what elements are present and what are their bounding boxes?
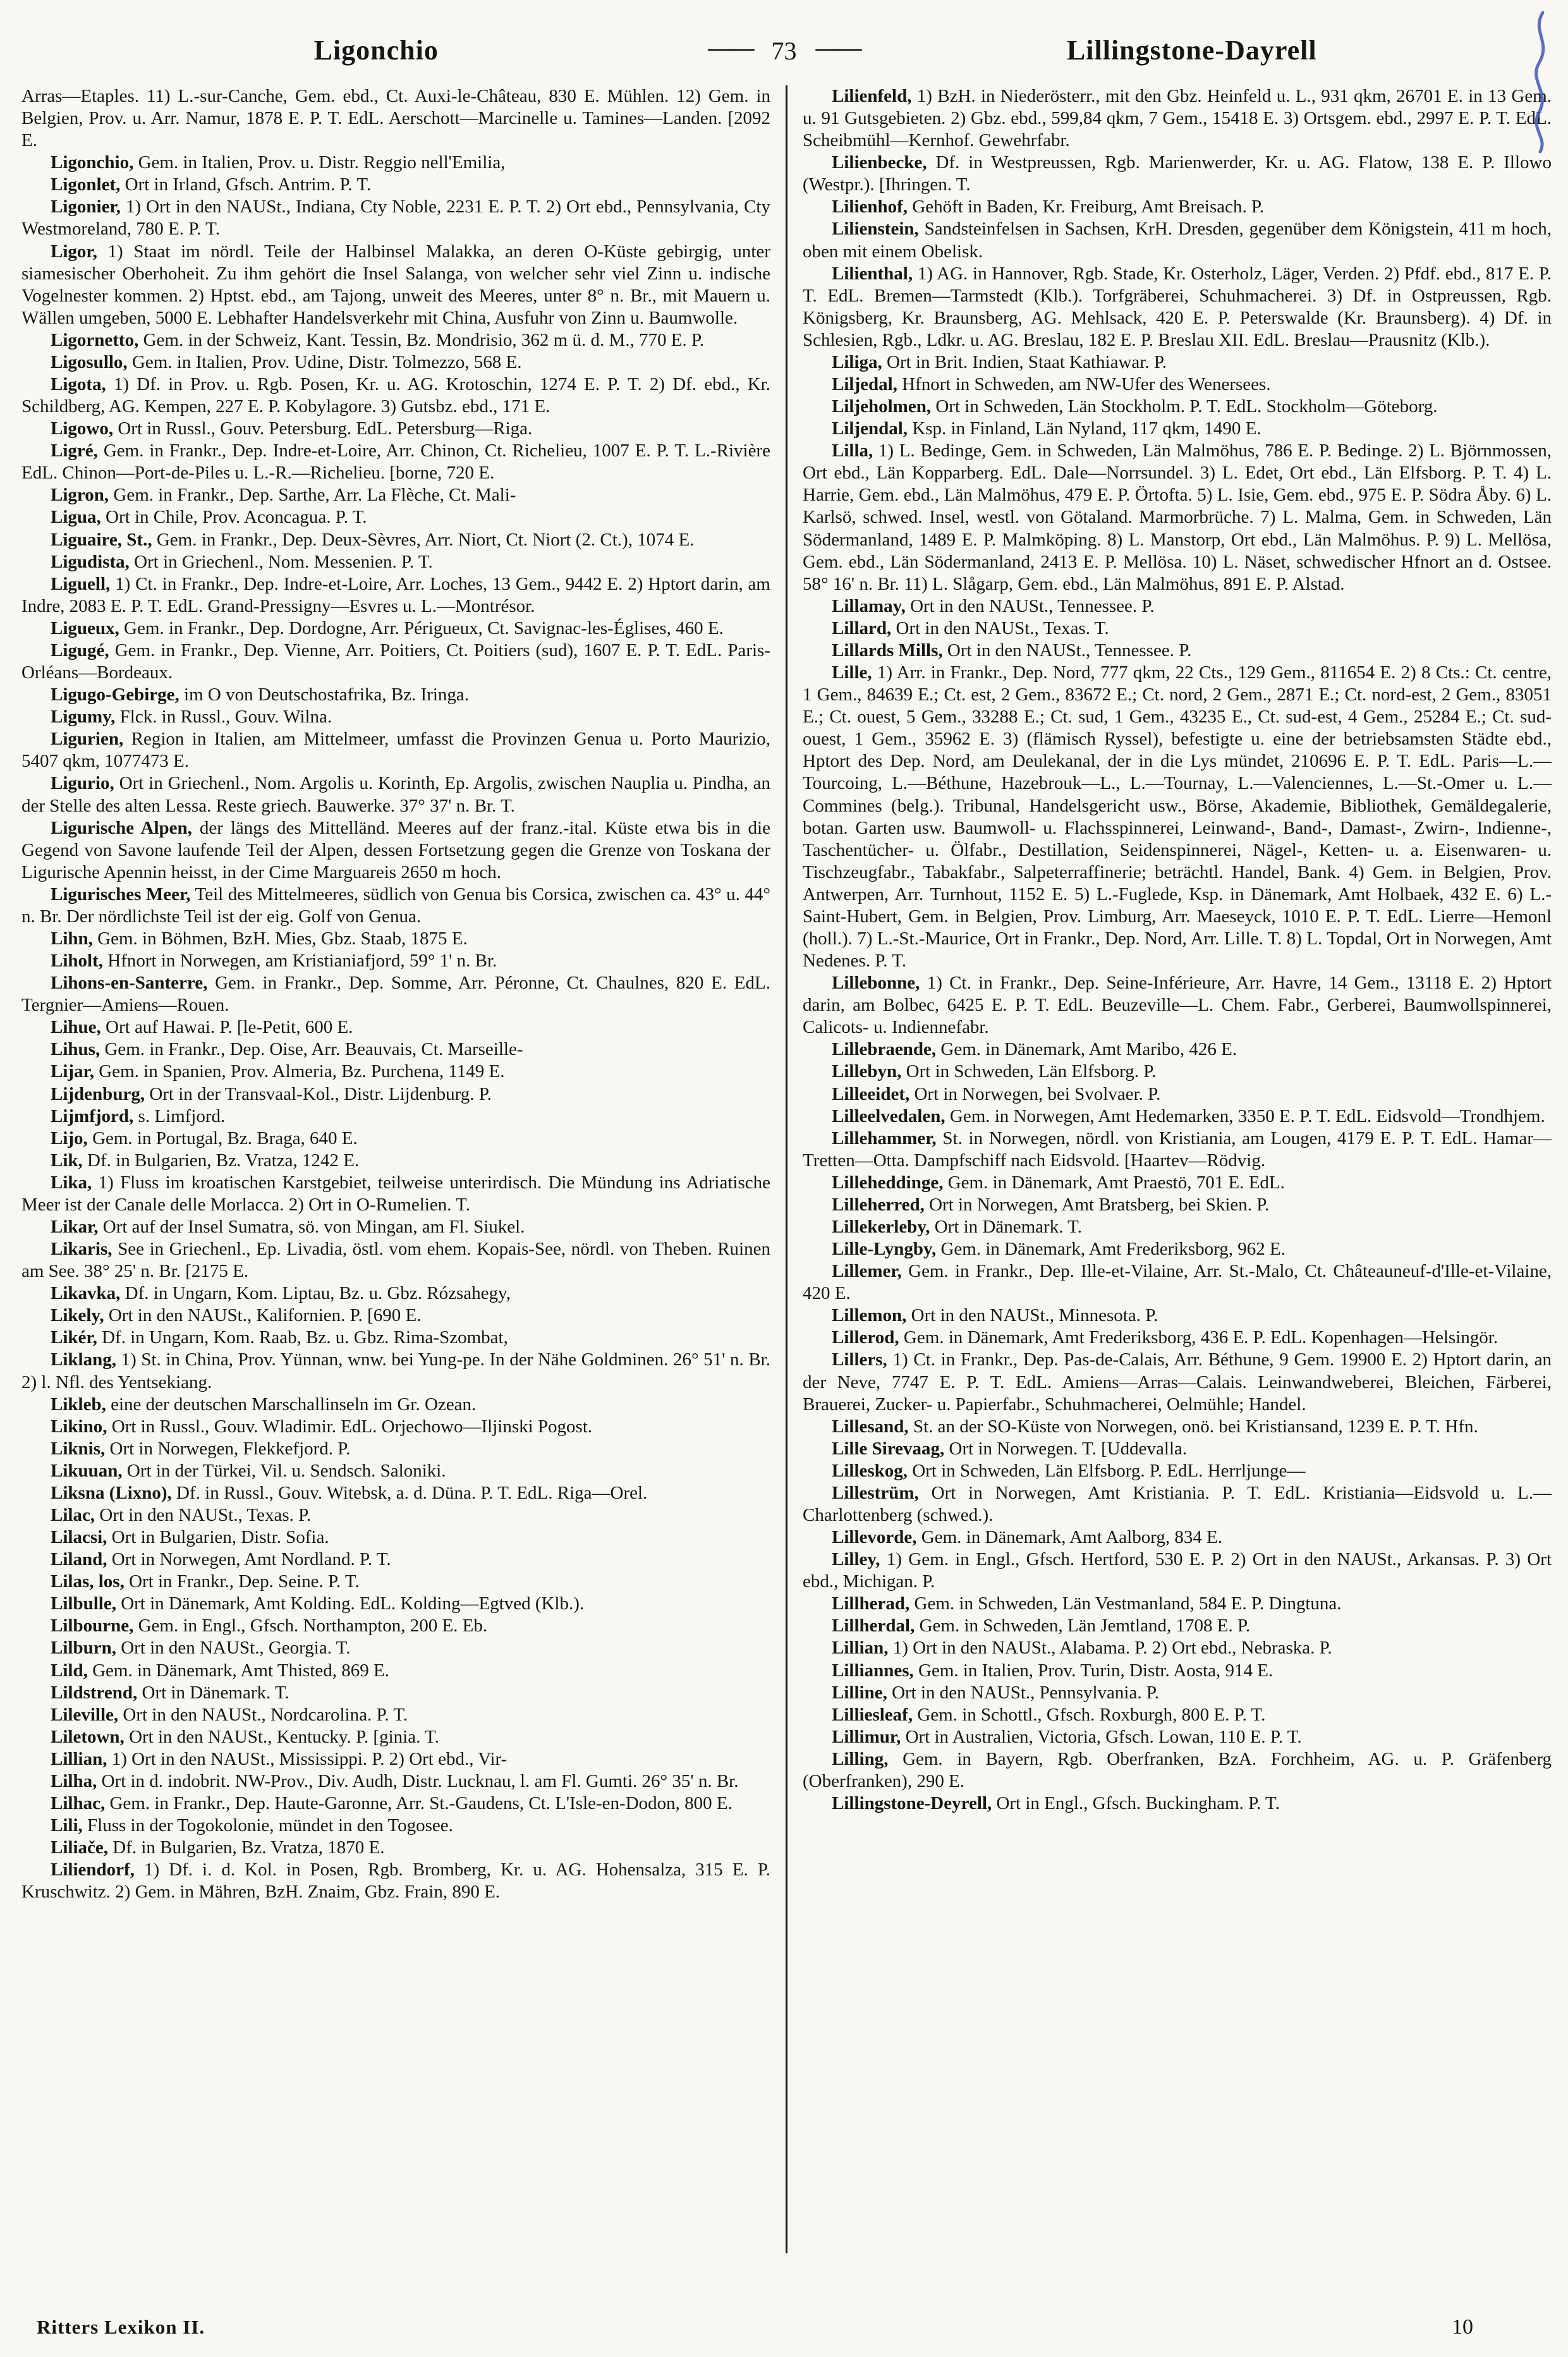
entry-headword: Lillherad, [832,1593,910,1614]
entry-headword: Lihus, [51,1039,100,1060]
lexicon-entry: Lillevorde, Gem. in Dänemark, Amt Aalborg, 834 E. [832,1527,1223,1548]
header-dash-left: —— [708,35,753,61]
lexicon-entry: Lilas, los, Ort in Frankr., Dep. Seine. P. T. [51,1571,360,1592]
entry-headword: Lildstrend, [51,1682,138,1703]
entry-headword: Lilley, [832,1549,880,1570]
lexicon-entry: Liguell, 1) Ct. in Frankr., Dep. Indre-et-Loire, Arr. Loches, 13 Gem., 9442 E. 2) Hptort darin, am Indre, 2083 E. P. T. EdL. Grand-Pressigny—Esvres u. L.—Montrésor. [21,573,770,616]
guide-word-left: Ligonchio [313,35,439,66]
lexicon-entry: Lillian, 1) Ort in den NAUSt., Alabama. P. 2) Ort ebd., Nebraska. P. [832,1638,1332,1659]
lexicon-entry: Ligudista, Ort in Griechenl., Nom. Messenien. P. T. [51,551,433,572]
lexicon-entry: Lilliannes, Gem. in Italien, Prov. Turin, Distr. Aosta, 914 E. [832,1660,1273,1681]
entry-headword: Likuuan, [51,1460,123,1481]
entry-headword: Liljedal, [832,374,897,395]
entry-headword: Ligowo, [51,418,114,439]
entry-headword: Lillimur, [832,1726,901,1747]
entry-headword: Lillian, [832,1638,889,1659]
lexicon-entry: Lillemer, Gem. in Frankr., Dep. Ille-et-Vilaine, Arr. St.-Malo, Ct. Châteauneuf-d'Ille-et-Vilaine, 420 E. [803,1261,1552,1304]
sheet-signature-number: 10 [1452,2315,1473,2339]
lexicon-entry: Lilleskog, Ort in Schweden, Län Elfsborg. P. EdL. Herrljunge— [832,1460,1306,1481]
lexicon-entry: Likuuan, Ort in der Türkei, Vil. u. Sendsch. Saloniki. [51,1460,446,1481]
entry-headword: Ligonchio, [51,152,134,173]
lexicon-entry: Ligota, 1) Df. in Prov. u. Rgb. Posen, Kr. u. AG. Krotoschin, 1274 E. P. T. 2) Df. ebd., Kr. Schildberg, AG. Kempen, 227 E. P. Kobylagore. 3) Gutsbz. ebd., 171 E. [21,374,770,417]
entry-headword: Lilas, los, [51,1571,125,1592]
entry-headword: Ligré, [51,441,98,461]
entry-headword: Lilliannes, [832,1660,914,1681]
entry-headword: Lillebonne, [832,973,920,994]
entry-headword: Lilleeidet, [832,1083,910,1104]
lexicon-entry: Ligonlet, Ort in Irland, Gfsch. Antrim. P. T. [51,174,372,195]
lexicon-entry: Ligurio, Ort in Griechenl., Nom. Argolis u. Korinth, Ep. Argolis, zwischen Nauplia u. Pindha, an der Stelle des alten Lessa. Reste griech. Bauwerke. 37° 37' n. Br. T. [21,773,770,816]
lexicon-entry: Lille Sirevaag, Ort in Norwegen. T. [Uddevalla. [832,1438,1188,1459]
entry-headword: Lillemer, [832,1261,902,1282]
entry-headword: Lillers, [832,1349,887,1370]
entry-headword: Ligurio, [51,773,114,794]
lexicon-entry: Liljendal, Ksp. in Finland, Län Nyland, 117 qkm, 1490 E. [832,418,1261,439]
lexicon-entry: Lihons-en-Santerre, Gem. in Frankr., Dep. Somme, Arr. Péronne, Ct. Chaulnes, 820 E. EdL. Tergnier—Amiens—Rouen. [21,973,770,1016]
lexicon-entry: Likaris, See in Griechenl., Ep. Livadia, östl. vom ehem. Kopais-See, nördl. von Theben. Ruinen am See. 38° 25' n. Br. [2175 E. [21,1239,770,1282]
lexicon-entry: Lijar, Gem. in Spanien, Prov. Almeria, Bz. Purchena, 1149 E. [51,1061,505,1082]
lexicon-entry: Liksna (Lixno), Df. in Russl., Gouv. Witebsk, a. d. Düna. P. T. EdL. Riga—Orel. [51,1482,648,1503]
lexicon-entry: Lilienfeld, 1) BzH. in Niederösterr., mit den Gbz. Heinfeld u. L., 931 qkm, 26701 E. in 13 Gem. u. 91 Gutsgebieten. 2) Gbz. ebd., 599,84 qkm, 7 Gem., 15418 E. 3) Ortsgem. ebd., 2997 E. P. T. EdL. Scheibmühl—Kernhof. Gewehrfabr. [803,86,1552,151]
lexicon-entry: Ligumy, Flck. in Russl., Gouv. Wilna. [51,707,332,728]
right-column [786,85,1552,2253]
entry-headword: Lillevorde, [832,1527,917,1548]
entry-headword: Likér, [51,1327,97,1348]
lexicon-entry: Lillekerleby, Ort in Dänemark. T. [832,1216,1082,1237]
lexicon-entry: Lilbulle, Ort in Dänemark, Amt Kolding. EdL. Kolding—Egtved (Klb.). [51,1593,585,1614]
entry-headword: Liguell, [51,573,111,594]
entry-headword: Lilac, [51,1505,95,1525]
entry-headword: Ligugo-Gebirge, [51,685,179,705]
entry-headword: Ligua, [51,507,101,528]
entry-headword: Liksna (Lixno), [51,1482,172,1503]
lexicon-entry: Lille, 1) Arr. in Frankr., Dep. Nord, 777 qkm, 22 Cts., 129 Gem., 811654 E. 2) 8 Cts.: Ct. centre, 1 Gem., 84639 E.; Ct. est, 2 Gem., 83672 E.; Ct. nord, 2 Gem., 2871 E.; Ct. nord-est, 2 Gem., 83051 E.; Ct. ouest, 5 Gem., 33288 E.; Ct. sud, 1 Gem., 43235 E., Ct. sud-est, 4 Gem., 25284 E.; Ct. sud-ouest, 1 Gem., 35962 E. 3) (flämisch Ryssel), befestigte u. eine der betriebsamsten Städte ebd., Hptort des Dep. Nord, am Deulekanal, der in die Lys mündet, 210696 E. P. T. EdL. Paris—L.—Tourcoing, L.—Béthune, Hazebrouk—L., L.—Tournay, L.—Valenciennes, L.—St.-Omer u. L.—Commines (belg.). Tribunal, Handelsgericht usw., Börse, Akademie, Bibliothek, Gemäldegalerie, botan. Garten usw. Baumwoll- u. Flachsspinnerei, Leinwand-, Band-, Damast-, Zwirn-, Indienne-, Taschentücher- u. Ölfabr., Destillation, Seidenspinnerei, Nägel-, Ketten- u. a. Eisenwaren- u. Tischzeugfabr., Tabakfabr., Salpeterraffinerie; beträchtl. Handel, Bank. 4) Gem. in Belgien, Prov. Antwerpen, Arr. Turnhout, 1152 E. 5) L.-Fuglede, Ksp. in Dänemark, Amt Holbaek, 432 E. 6) L.-Saint-Hubert, Gem. in Belgien, Prov. Limburg, Arr. Maeseyck, 1010 E. P. T. EdL. Lierre—Hemonl (holl.). 7) L.-St.-Maurice, Ort in Frankr., Dep. Nord, Arr. Lille. T. 8) L. Topdal, Ort in Norwegen, Amt Nedenes. P. T. [803,662,1552,971]
lexicon-entry: Ligugo-Gebirge, im O von Deutschostafrika, Bz. Iringa. [51,685,470,705]
entry-headword: Liklang, [51,1349,116,1370]
entry-headword: Likaris, [51,1239,112,1260]
lexicon-entry: Lillebraende, Gem. in Dänemark, Amt Maribo, 426 E. [832,1039,1237,1060]
lexicon-entry: Lijmfjord, s. Limfjord. [51,1105,226,1126]
guide-word-right: Lillingstone-Dayrell [1066,35,1317,66]
entry-headword: Liletown, [51,1726,125,1747]
entry-headword: Likino, [51,1416,107,1437]
page-footer [0,2315,1568,2339]
lexicon-entry: Lilienhof, Gehöft in Baden, Kr. Freiburg, Amt Breisach. P. [832,197,1265,217]
entry-headword: Lijar, [51,1061,95,1082]
page-number: 73 [771,37,797,65]
entry-headword: Ligonier, [51,197,121,217]
lexicon-entry: Liknis, Ort in Norwegen, Flekkefjord. P. [51,1438,351,1459]
entry-headword: Lilienthal, [832,263,913,284]
entry-headword: Lilla, [832,441,873,461]
lexicon-entry: Lillards Mills, Ort in den NAUSt., Tennessee. P. [832,640,1192,661]
entry-headword: Liguaire, St., [51,529,152,550]
lexicon-entry: Lillemon, Ort in den NAUSt., Minnesota. P. [832,1305,1158,1326]
entry-headword: Lilleherred, [832,1194,925,1215]
lexicon-entry: Lillerod, Gem. in Dänemark, Amt Frederiksborg, 436 E. P. EdL. Kopenhagen—Helsingör. [832,1327,1498,1348]
lexicon-entry: Ligosullo, Gem. in Italien, Prov. Udine, Distr. Tolmezzo, 568 E. [51,351,522,372]
lexicon-entry: Lillard, Ort in den NAUSt., Texas. T. [832,618,1109,638]
lexicon-entry: Liliga, Ort in Brit. Indien, Staat Kathiawar. P. [832,351,1167,372]
lexicon-entry: Lihn, Gem. in Böhmen, BzH. Mies, Gbz. Staab, 1875 E. [51,928,468,949]
lexicon-entry: Ligurien, Region in Italien, am Mittelmeer, umfasst die Provinzen Genua u. Porto Maurizio, 5407 qkm, 1077473 E. [21,729,770,772]
entry-headword: Lika, [51,1172,92,1193]
lexicon-entry: Lilacsi, Ort in Bulgarien, Distr. Sofia. [51,1527,329,1548]
lexicon-entry: Ligornetto, Gem. in der Schweiz, Kant. Tessin, Bz. Mondrisio, 362 m ü. d. M., 770 E. P. [51,329,705,350]
entry-headword: Ligurisches Meer, [51,884,191,904]
entry-headword: Lilleskog, [832,1460,908,1481]
lexicon-entry: Lilling, Gem. in Bayern, Rgb. Oberfranken, BzA. Forchheim, AG. u. P. Gräfenberg (Oberfranken), 290 E. [803,1748,1552,1791]
lexicon-entry: Likar, Ort auf der Insel Sumatra, sö. von Mingan, am Fl. Siukel. [51,1216,525,1237]
lexicon-entry: Lilline, Ort in den NAUSt., Pennsylvania. P. [832,1682,1159,1703]
entry-headword: Lille, [832,662,872,683]
lexicon-entry: Lika, 1) Fluss im kroatischen Karstgebiet, teilweise unterirdisch. Die Mündung ins Adriatische Meer ist der Canale delle Morlacca. 2) Ort in O-Rumelien. T. [21,1172,770,1215]
lexicon-entry: Lillebonne, 1) Ct. in Frankr., Dep. Seine-Inférieure, Arr. Havre, 14 Gem., 13118 E. 2) Hptort darin, am Bolbec, 6425 E. P. T. EdL. Beuzeville—L. Chem. Fabr., Gerberei, Baumwollspinnerei, Calicots- u. Indiennefabr. [803,973,1552,1038]
lexicon-entry: Liholt, Hfnort in Norwegen, am Kristianiafjord, 59° 1' n. Br. [51,951,497,971]
lexicon-entry: Lili, Fluss in der Togokolonie, mündet in den Togosee. [51,1815,453,1836]
lexicon-entry: Lillamay, Ort in den NAUSt., Tennessee. P. [832,595,1155,616]
pen-scribble [1517,9,1562,154]
lexicon-entry: Lihue, Ort auf Hawai. P. [le-Petit, 600 E. [51,1017,353,1038]
entry-headword: Ligurische Alpen, [51,817,192,838]
lexicon-entry: Lillers, 1) Ct. in Frankr., Dep. Pas-de-Calais, Arr. Béthune, 9 Gem. 19900 E. 2) Hptort darin, an der Neve, 7747 E. P. T. EdL. Amiens—Arras—Calais. Leinwandweberei, Bleichen, Färberei, Brauerei, Zucker- u. Papierfabr., Schuhmacherei, Oelmühle; Handel. [803,1349,1552,1415]
entry-headword: Lille-Lyngby, [832,1239,937,1260]
lexicon-entry: Lik, Df. in Bulgarien, Bz. Vratza, 1242 E. [51,1150,360,1171]
lexicon-entry: Lilienthal, 1) AG. in Hannover, Rgb. Stade, Kr. Osterholz, Läger, Verden. 2) Pfdf. ebd., 817 E. P. T. EdL. Bremen—Tarmstedt (Klb.). Torfgräberei, Schuhmacherei. 3) Df. in Ostpreussen, Rgb. Königsberg, Kr. Braunsberg, AG. Mehlsack, 420 E. P. Peterswalde (Kr. Braunsberg). 4) Df. in Schlesien, Rgb., Ldkr. u. AG. Breslau, 182 E. P. Breslau XII. EdL. Breslau—Prausnitz (Klb.). [803,263,1552,350]
lexicon-entry: Lilley, 1) Gem. in Engl., Gfsch. Hertford, 530 E. P. 2) Ort in den NAUSt., Arkansas. P. 3) Ort ebd., Michigan. P. [803,1549,1552,1592]
lexicon-entry: Ligonchio, Gem. in Italien, Prov. u. Distr. Reggio nell'Emilia, [51,152,506,173]
lexicon-entry: Lilliesleaf, Gem. in Schottl., Gfsch. Roxburgh, 800 E. P. T. [832,1704,1266,1725]
lexicon-entry: Liliendorf, 1) Df. i. d. Kol. in Posen, Rgb. Bromberg, Kr. u. AG. Hohensalza, 315 E. P. Kruschwitz. 2) Gem. in Mähren, BzH. Znaim, Gbz. Frain, 890 E. [21,1860,770,1903]
lexicon-entry: Lilleherred, Ort in Norwegen, Amt Bratsberg, bei Skien. P. [832,1194,1270,1215]
entry-headword: Lillian, [51,1748,107,1769]
entry-headword: Ligudista, [51,551,130,572]
lexicon-entry: Likleb, eine der deutschen Marschallinseln im Gr. Ozean. [51,1394,477,1415]
entry-headword: Lille Sirevaag, [832,1438,945,1459]
entry-headword: Lihons-en-Santerre, [51,973,208,994]
entry-headword: Lilliesleaf, [832,1704,913,1725]
lexicon-entry: Liljeholmen, Ort in Schweden, Län Stockholm. P. T. EdL. Stockholm—Göteborg. [832,396,1438,417]
lexicon-entry: Liljedal, Hfnort in Schweden, am NW-Ufer des Wenersees. [832,374,1271,395]
lexicon-entry: Ligugé, Gem. in Frankr., Dep. Vienne, Arr. Poitiers, Ct. Poitiers (sud), 1607 E. P. T. EdL. Paris-Orléans—Bordeaux. [21,640,770,683]
entry-headword: Lilienhof, [832,197,908,217]
entry-headword: Likavka, [51,1283,121,1304]
entry-headword: Lilbulle, [51,1593,116,1614]
entry-headword: Lilleheddinge, [832,1172,944,1193]
entry-headword: Ligor, [51,241,97,262]
entry-headword: Lillerod, [832,1327,899,1348]
entry-headword: Ligurien, [51,729,124,750]
entry-headword: Lillestrüm, [832,1482,919,1503]
entry-headword: Likar, [51,1216,99,1237]
entry-headword: Lillamay, [832,595,906,616]
lexicon-entry: Lilienstein, Sandsteinfelsen in Sachsen, KrH. Dresden, gegenüber dem Königstein, 411 m hoch, oben mit einem Obelisk. [803,219,1552,262]
entry-headword: Liliga, [832,351,882,372]
entry-headword: Lillingstone-Deyrell, [832,1793,992,1814]
lexicon-entry: Lilleelvedalen, Gem. in Norwegen, Amt Hedemarken, 3350 E. P. T. EdL. Eidsvold—Trondhjem. [832,1105,1545,1126]
entry-headword: Liknis, [51,1438,106,1459]
entry-headword: Lillemon, [832,1305,907,1326]
left-column [21,85,786,2253]
entry-headword: Lilienbecke, [832,152,927,173]
entry-headword: Lili, [51,1815,83,1836]
lexicon-entry: Lihus, Gem. in Frankr., Dep. Oise, Arr. Beauvais, Ct. Marseille- [51,1039,523,1060]
lexicon-entry: Liguaire, St., Gem. in Frankr., Dep. Deux-Sèvres, Arr. Niort, Ct. Niort (2. Ct.), 1074 E. [51,529,695,550]
entry-headword: Lillebraende, [832,1039,937,1060]
lexicon-entry: Lilac, Ort in den NAUSt., Texas. P. [51,1505,312,1525]
entry-headword: Lilling, [832,1748,889,1769]
entry-headword: Lilbourne, [51,1616,134,1636]
lexicon-entry: Likavka, Df. in Ungarn, Kom. Liptau, Bz. u. Gbz. Rózsahegy, [51,1283,511,1304]
lexicon-entry: Lille-Lyngby, Gem. in Dänemark, Amt Frederiksborg, 962 E. [832,1239,1285,1260]
lexicon-entry: Lillesand, St. an der SO-Küste von Norwegen, onö. bei Kristiansand, 1239 E. P. T. Hfn. [832,1416,1478,1437]
lexicon-entry: Lillian, 1) Ort in den NAUSt., Mississippi. P. 2) Ort ebd., Vir- [51,1748,507,1769]
entry-headword: Lilleelvedalen, [832,1105,945,1126]
lexicon-entry: Lillingstone-Deyrell, Ort in Engl., Gfsch. Buckingham. P. T. [832,1793,1280,1814]
lexicon-entry: Lillherad, Gem. in Schweden, Län Vestmanland, 584 E. P. Dingtuna. [832,1593,1342,1614]
entry-headword: Liljeholmen, [832,396,932,417]
entry-headword: Lillard, [832,618,892,638]
lexicon-entry: Liklang, 1) St. in China, Prov. Yünnan, wnw. bei Yung-pe. In der Nähe Goldminen. 26° 51' n. Br. 2) l. Nfl. des Yentsekiang. [21,1349,770,1392]
entry-headword: Lilienstein, [832,219,919,240]
lexicon-entry: Likely, Ort in den NAUSt., Kalifornien. P. [690 E. [51,1305,422,1326]
entry-headword: Liland, [51,1549,107,1570]
lexicon-entry: Lillebyn, Ort in Schweden, Län Elfsborg. P. [832,1061,1157,1082]
entry-headword: Ligonlet, [51,174,121,195]
entry-headword: Lillesand, [832,1416,909,1437]
lexicon-entry: Lilha, Ort in d. indobrit. NW-Prov., Div. Audh, Distr. Lucknau, l. am Fl. Gumti. 26° 35' n. Br. [51,1770,739,1791]
lexicon-entry: Lilhac, Gem. in Frankr., Dep. Haute-Garonne, Arr. St.-Gaudens, Ct. L'Isle-en-Dodon, 800 E. [51,1793,732,1814]
lexicon-entry: Arras—Etaples. 11) L.-sur-Canche, Gem. ebd., Ct. Auxi-le-Château, 830 E. Mühlen. 12) Gem. in Belgien, Prov. u. Arr. Namur, 1878 E. P. T. EdL. Aerschott—Marcinelle u. Tamines—Landen. [2092 E. [21,86,770,151]
header-dash-right: —— [815,35,860,61]
entry-headword: Liljendal, [832,418,908,439]
lexicon-entry: Ligueux, Gem. in Frankr., Dep. Dordogne, Arr. Périgueux, Ct. Savignac-les-Églises, 460 E. [51,618,724,638]
entry-headword: Liliače, [51,1837,109,1858]
entry-headword: Ligugé, [51,640,109,661]
lexicon-entry: Liliače, Df. in Bulgarien, Bz. Vratza, 1870 E. [51,1837,385,1858]
entry-headword: Lijmfjord, [51,1105,134,1126]
entry-headword: Ligosullo, [51,351,128,372]
lexicon-entry: Liland, Ort in Norwegen, Amt Nordland. P. T. [51,1549,391,1570]
entry-headword: Lillherdal, [832,1616,915,1636]
lexicon-entry: Likér, Df. in Ungarn, Kom. Raab, Bz. u. Gbz. Rima-Szombat, [51,1327,508,1348]
entry-headword: Lillebyn, [832,1061,902,1082]
entry-headword: Lild, [51,1660,88,1681]
entry-headword: Lilacsi, [51,1527,107,1548]
lexicon-entry: Lillehammer, St. in Norwegen, nördl. von Kristiania, am Lougen, 4179 E. P. T. EdL. Hamar—Tretten—Otta. Dampfschiff nach Eidsvold. [Haartev—Rödvig. [803,1128,1552,1171]
lexicon-entry: Lilbourne, Gem. in Engl., Gfsch. Northampton, 200 E. Eb. [51,1616,488,1636]
entry-headword: Liholt, [51,951,103,971]
entry-headword: Liliendorf, [51,1860,135,1880]
lexicon-entry: Ligonier, 1) Ort in den NAUSt., Indiana, Cty Noble, 2231 E. P. T. 2) Ort ebd., Pennsylvania, Cty Westmoreland, 780 E. P. T. [21,197,770,240]
lexicon-entry: Ligor, 1) Staat im nördl. Teile der Halbinsel Malakka, an deren O-Küste gebirgig, unter siamesischer Oberhoheit. Zu ihm gehört die Insel Salanga, von welcher sehr viel Zinn u. indische Vogelnester kommen. 2) Hptst. ebd., am Tajong, unweit des Meeres, unter 8° n. Br., mit Mauern u. Wällen umgeben, 5000 E. Lebhafter Handelsverkehr mit China, Ausfuhr von Zinn u. Baumwolle. [21,241,770,328]
entry-headword: Lijo, [51,1128,88,1148]
lexicon-entry: Lillimur, Ort in Australien, Victoria, Gfsch. Lowan, 110 E. P. T. [832,1726,1302,1747]
lexicon-entry: Ligowo, Ort in Russl., Gouv. Petersburg. EdL. Petersburg—Riga. [51,418,533,439]
entry-headword: Lihue, [51,1017,101,1038]
lexicon-entry: Ligurische Alpen, der längs des Mittelländ. Meeres auf der franz.-ital. Küste etwa bis in die Gegend von Savone laufende Teil der Alpen, dessen Fortsetzung gegen die Grenze von Toskana der Ligurische Apennin heisst, in der Cime Marguareis 2650 m hoch. [21,817,770,882]
entry-headword: Lijdenburg, [51,1083,145,1104]
lexicon-entry: Liletown, Ort in den NAUSt., Kentucky. P. [ginia. T. [51,1726,439,1747]
text-columns [0,66,1568,2253]
entry-headword: Ligueux, [51,618,119,638]
lexicon-entry: Lileville, Ort in den NAUSt., Nordcarolina. P. T. [51,1704,408,1725]
lexicon-entry: Ligron, Gem. in Frankr., Dep. Sarthe, Arr. La Flèche, Ct. Mali- [51,485,516,506]
lexicon-entry: Lilla, 1) L. Bedinge, Gem. in Schweden, Län Malmöhus, 786 E. P. Bedinge. 2) L. Björnmossen, Ort ebd., Län Kopparberg. EdL. Dale—Norrsundel. 3) L. Edet, Ort ebd., Län Elfsborg. P. T. 4) L. Harrie, Gem. ebd., Län Malmöhus, 479 E. P. Örtofta. 5) L. Isie, Gem. ebd., 975 E. P. Södra Åby. 6) L. Karlsö, schwed. Insel, westl. von Götaland. Marmorbrüche. 7) L. Malma, Gem. in Schweden, Län Södermanland, 1489 E. P. Malmköping. 8) L. Manstorp, Ort ebd., Län Malmöhus. P. 9) L. Mellösa, Gem. ebd., Län Södermanland, 2413 E. P. Mellösa. 10) L. Näset, schwedischer Hfnort an d. Ostsee. 58° 16' n. Br. 11) L. Slågarp, Gem. ebd., Län Malmöhus, 891 E. P. Alstad. [803,441,1552,594]
entry-headword: Lihn, [51,928,93,949]
lexicon-entry: Ligré, Gem. in Frankr., Dep. Indre-et-Loire, Arr. Chinon, Ct. Richelieu, 1007 E. P. T. L.-Rivière EdL. Chinon—Port-de-Piles u. L.-R.—Richelieu. [borne, 720 E. [21,441,770,484]
lexicon-entry: Lilleeidet, Ort in Norwegen, bei Svolvaer. P. [832,1083,1161,1104]
entry-headword: Lileville, [51,1704,119,1725]
entry-headword: Lillards Mills, [832,640,943,661]
lexicon-entry: Lilburn, Ort in den NAUSt., Georgia. T. [51,1638,351,1659]
lexicon-entry: Lild, Gem. in Dänemark, Amt Thisted, 869 E. [51,1660,389,1681]
lexicon-entry: Lijo, Gem. in Portugal, Bz. Braga, 640 E. [51,1128,358,1148]
entry-headword: Ligota, [51,374,106,395]
entry-headword: Lilline, [832,1682,887,1703]
entry-headword: Lillehammer, [832,1128,937,1148]
running-head [0,0,1568,66]
lexicon-entry: Ligua, Ort in Chile, Prov. Aconcagua. P. T. [51,507,367,528]
entry-headword: Lik, [51,1150,83,1171]
page-number-block [708,36,860,66]
entry-headword: Lillekerleby, [832,1216,930,1237]
lexicon-entry: Lildstrend, Ort in Dänemark. T. [51,1682,289,1703]
lexicon-entry: Ligurisches Meer, Teil des Mittelmeeres, südlich von Genua bis Corsica, zwischen ca. 43° u. 44° n. Br. Der nördlichste Teil ist der eig. Golf von Genua. [21,884,770,927]
lexicon-entry: Lijdenburg, Ort in der Transvaal-Kol., Distr. Lijdenburg. P. [51,1083,492,1104]
entry-headword: Lilhac, [51,1793,106,1814]
lexicon-entry: Lillherdal, Gem. in Schweden, Län Jemtland, 1708 E. P. [832,1616,1251,1636]
entry-headword: Ligornetto, [51,329,139,350]
entry-headword: Lilienfeld, [832,86,912,106]
entry-headword: Ligron, [51,485,109,506]
entry-headword: Likleb, [51,1394,106,1415]
lexicon-entry: Lillestrüm, Ort in Norwegen, Amt Kristiania. P. T. EdL. Kristiania—Eidsvold u. L.—Charlottenberg (schwed.). [803,1482,1552,1525]
lexicon-entry: Likino, Ort in Russl., Gouv. Wladimir. EdL. Orjechowo—Iljinski Pogost. [51,1416,593,1437]
lexicon-entry: Lilienbecke, Df. in Westpreussen, Rgb. Marienwerder, Kr. u. AG. Flatow, 138 E. P. Illowo (Westpr.). [Ihringen. T. [803,152,1552,195]
lexicon-entry: Lilleheddinge, Gem. in Dänemark, Amt Praestö, 701 E. EdL. [832,1172,1285,1193]
entry-headword: Likely, [51,1305,104,1326]
entry-headword: Ligumy, [51,707,116,728]
entry-headword: Lilha, [51,1770,97,1791]
volume-imprint: Ritters Lexikon II. [37,2316,205,2338]
entry-headword: Lilburn, [51,1638,116,1659]
